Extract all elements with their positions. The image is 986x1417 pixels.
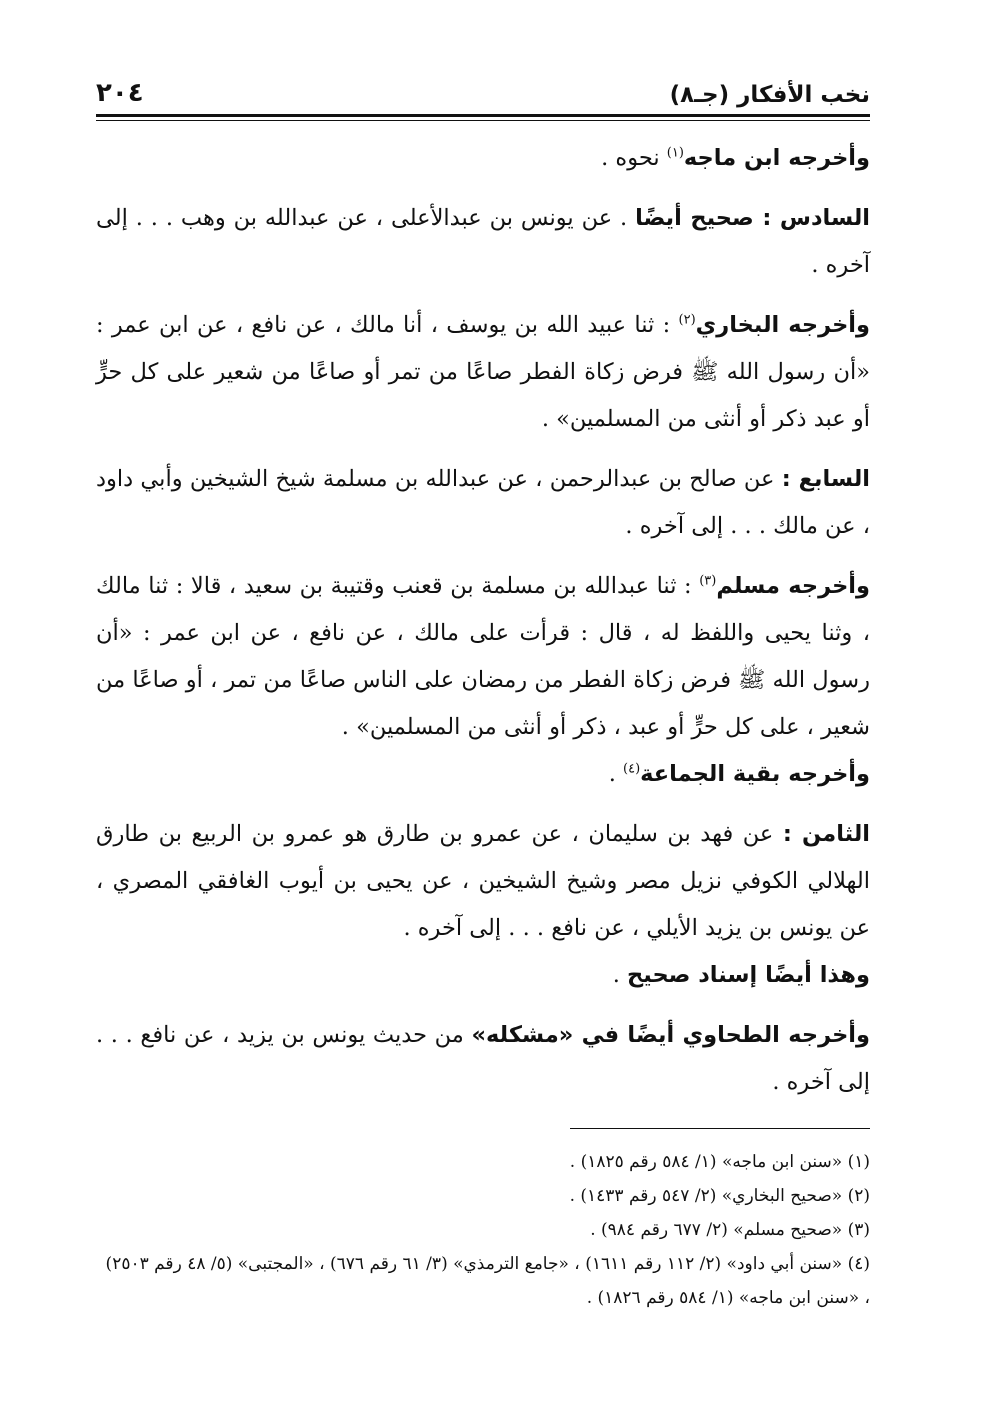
paragraph-text: .: [608, 761, 624, 787]
running-title: نخب الأفكار (جـ٨): [669, 82, 870, 108]
footnote-reference: (١): [666, 145, 684, 161]
footnote-4: (٤) «سنن أبي داود» (٢/ ١١٢ رقم ١٦١١) ، «جامع الترمذي» (٣/ ٦١ رقم ٦٧٦) ، «المجتبى» (٥/ ٤٨ رقم ٢٥٠٣) ، «سنن ابن ماجه» (١/ ٥٨٤ رقم ١٨٢٦) .: [105, 1254, 870, 1308]
paragraph-text: : ثنا عبدالله بن مسلمة بن قعنب وقتيبة بن سعيد ، قالا : ثنا مالك ، وثنا يحيى واللفظ له ، قال : قرأت على مالك ، عن نافع ، عن ابن عمر : «أن رسول الله ﷺ فرض زكاة الفطر من رمضان على الناس صاعًا من تمر ، أو صاعًا من شعير ، على كل حرٍّ أو عبد ، ذكر أو أنثى من المسلمين» .: [96, 573, 870, 740]
paragraph-eighth: [96, 811, 870, 952]
paragraph-lead: السادس : صحيح أيضًا: [635, 205, 870, 231]
paragraph-text: عن فهد بن سليمان ، عن عمرو بن طارق هو عمرو بن الربيع بن طارق الهلالي الكوفي نزيل مصر وشيخ الشيخين ، عن يحيى بن أيوب الغافقي المصري ، عن يونس بن يزيد الأيلي ، عن نافع . . . إلى آخره .: [96, 821, 870, 941]
paragraph-text: . عن يونس بن عبدالأعلى ، عن عبدالله بن وهب . . . إلى آخره .: [96, 205, 870, 278]
paragraph-text: : ثنا عبيد الله بن يوسف ، أنا مالك ، عن نافع ، عن ابن عمر : «أن رسول الله ﷺ فرض زكاة الفطر صاعًا من تمر أو صاعًا من شعير على كل حرٍّ أو عبد ذكر أو أنثى من المسلمين» .: [96, 312, 870, 432]
paragraph-lead: السابع :: [781, 466, 870, 492]
paragraph-tahawi: [96, 1012, 870, 1106]
header-rule-thin: [96, 120, 870, 121]
footnote-separator: [570, 1128, 870, 1129]
paragraph-lead: وهذا أيضًا إسناد صحيح: [627, 962, 870, 988]
paragraph-lead: وأخرجه مسلم: [716, 573, 870, 599]
paragraph-sixth: [96, 195, 870, 289]
footnote-3: (٣) «صحيح مسلم» (٢/ ٦٧٧ رقم ٩٨٤) .: [590, 1220, 870, 1240]
paragraph-lead: الثامن :: [782, 821, 870, 847]
header-rule-thick: [96, 114, 870, 117]
paragraph-text: نحوه .: [601, 145, 667, 171]
footnote-reference: (٢): [678, 312, 696, 328]
paragraph-seventh: [96, 456, 870, 550]
footnotes: [96, 1145, 870, 1315]
page-number: ٢٠٤: [96, 78, 144, 108]
paragraph-text: .: [612, 962, 628, 988]
footnote-1: (١) «سنن ابن ماجه» (١/ ٥٨٤ رقم ١٨٢٥) .: [569, 1152, 870, 1172]
page-header: [96, 68, 870, 108]
main-text: [96, 135, 870, 1106]
paragraph-bukhari: [96, 302, 870, 443]
paragraph-jamaah: [96, 751, 870, 798]
footnote-reference: (٤): [623, 761, 641, 777]
paragraph-text: من حديث يونس بن يزيد ، عن نافع . . . إلى آخره .: [96, 1022, 870, 1095]
footnote-reference: (٣): [699, 573, 717, 589]
book-page: [96, 68, 870, 1348]
paragraph-text: عن صالح بن عبدالرحمن ، عن عبدالله بن مسلمة شيخ الشيخين وأبي داود ، عن مالك . . . إلى آخره .: [96, 466, 870, 539]
paragraph-lead: وأخرجه الطحاوي أيضًا في «مشكله»: [471, 1022, 870, 1048]
paragraph-lead: وأخرجه البخاري: [695, 312, 870, 338]
paragraph-sahih-isnad: [96, 952, 870, 999]
paragraph-ibn-majah: [96, 135, 870, 182]
paragraph-lead: وأخرجه ابن ماجه: [683, 145, 870, 171]
paragraph-lead: وأخرجه بقية الجماعة: [640, 761, 870, 787]
paragraph-muslim: [96, 563, 870, 751]
footnote-2: (٢) «صحيح البخاري» (٢/ ٥٤٧ رقم ١٤٣٣) .: [569, 1186, 870, 1206]
